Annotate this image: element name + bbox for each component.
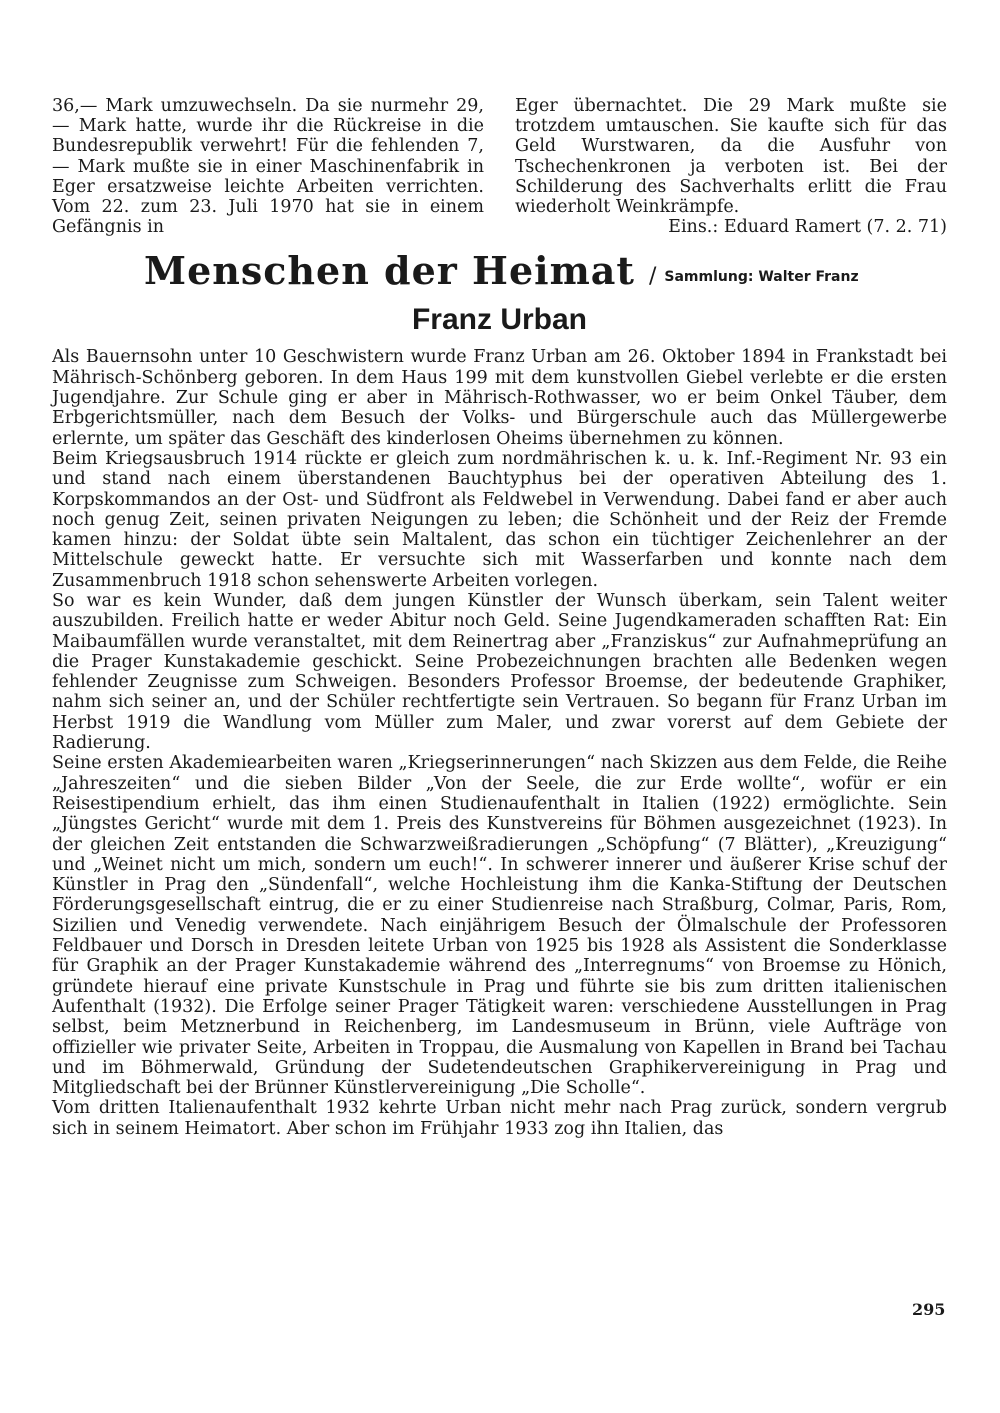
article-title: Franz Urban [411,303,588,337]
section-separator: / [648,264,657,290]
right-column [515,96,947,237]
page [52,96,947,1139]
page-number: 295 [912,1300,946,1319]
continued-article-columns [52,96,947,237]
left-column-text: 36,— Mark umzuwechseln. Da sie nurmehr 29,— Mark hatte, wurde ihr die Rückreise in die Bundesrepublik verwehrt! Für die fehlenden 7,— Mark mußte sie in einer Maschinenfabrik in Eger ersatzweise leichte Arbeiten verrichten. Vom 22. zum 23. Juli 1970 hat sie in einem Gefängnis in [52,96,484,238]
article-paragraph: Beim Kriegsausbruch 1914 rückte er gleich zum nordmährischen k. u. k. Inf.-Regiment Nr. 93 ein und stand nach einem überstandenen Bauchtyphus bei der operativen Abteilung des 1. Korpskommandos an der Ost- und Südfront als Feldwebel in Verwendung. Dabei fand er aber auch noch genug Zeit, seinen privaten Neigungen zu leben; die Schönheit und der Reiz der Fremde kamen hinzu: der Soldat übte sein Maltalent, das schon ein tüchtiger Zeichenlehrer an der Mittelschule geweckt hatte. Er versuchte sich mit Wasserfarben und konnte nach dem Zusammenbruch 1918 schon sehenswerte Arbeiten vorlegen. [52,448,947,591]
article-paragraph: Vom dritten Italienaufenthalt 1932 kehrte Urban nicht mehr nach Prag zurück, sondern vergrub sich in seinem Heimatort. Aber schon im Frühjahr 1933 zog ihn Italien, das [52,1098,947,1139]
section-title: Menschen der Heimat [144,248,635,294]
article-paragraph: Seine ersten Akademiearbeiten waren „Kriegserinnerungen“ nach Skizzen aus dem Felde, die Reihe „Jahreszeiten“ und die sieben Bilder „Von der Seele, die zur Erde wollte“, wofür er ein Reisestipendium erhielt, das ihm einen Studienaufenthalt in Italien (1922) ermöglichte. Sein „Jüngstes Gericht“ wurde mit dem 1. Preis des Kunstvereins für Böhmen ausgezeichnet (1923). In der gleichen Zeit entstanden die Schwarzweißradierungen „Schöpfung“ (7 Blätter), „Kreuzigung“ und „Weinet nicht um mich, sondern um euch!“. In schwerer innerer und äußerer Krise schuf der Künstler in Prag den „Sündenfall“, welche Hochleistung ihm die Kanka-Stiftung der Deutschen Förderungsgesellschaft eintrug, die er zu einer Studienreise nach Straßburg, Colmar, Paris, Rom, Sizilien und Venedig verwendete. Nach einjährigem Besuch der Ölmalschule der Professoren Feldbauer und Dorsch in Dresden leitete Urban von 1925 bis 1928 als Assistent die Sonderklasse für Graphik an der Prager Kunstakademie während des „Interregnums“ von Broemse zu Hönich, gründete hierauf eine private Kunstschule in Prag und führte sie bis zum dritten italienischen Aufenthalt (1932). Die Erfolge seiner Prager Tätigkeit waren: verschiedene Ausstellungen in Prag selbst, beim Metznerbund in Reichenberg, im Landesmuseum in Brünn, viele Aufträge von offizieller wie privater Seite, Arbeiten in Troppau, die Ausmalung von Kapellen in Brand bei Tachau und im Böhmerwald, Gründung der Sudetendeutschen Graphikervereinigung in Prag und Mitgliedschaft bei der Brünner Künstlervereinigung „Die Scholle“. [52,753,947,1099]
collection-credit: Sammlung: Walter Franz [664,269,859,286]
right-column-text: Eger übernachtet. Die 29 Mark mußte sie trotzdem umtauschen. Sie kaufte sich für das Geld Wurstwaren, da die Ausfuhr von Tschechenkronen ja verboten ist. Bei der Schilderung des Sachverhalts erlitt die Frau wiederholt Weinkrämpfe. [515,96,947,218]
article-paragraph: Als Bauernsohn unter 10 Geschwistern wurde Franz Urban am 26. Oktober 1894 in Frankstadt bei Mährisch-Schönberg geboren. In dem Haus 199 mit dem kunstvollen Giebel verlebte er die ersten Jugendjahre. Zur Schule ging er aber in Mährisch-Rothwasser, wo er beim Onkel Täuber, dem Erbgerichtsmüller, nach dem Besuch der Volks- und Bürgerschule auch das Müllergewerbe erlernte, um später das Geschäft des kinderlosen Oheims übernehmen zu können. [52,347,947,449]
section-heading [52,248,947,294]
article-body [52,347,947,1139]
article-paragraph: So war es kein Wunder, daß dem jungen Künstler der Wunsch überkam, sein Talent weiter auszubilden. Freilich hatte er weder Abitur noch Geld. Seine Jugendkameraden schafften Rat: Ein Maibaumfällen wurde veranstaltet, mit dem Reinertrag aber „Franziskus“ zur Aufnahmeprüfung an die Prager Kunstakademie geschickt. Seine Probezeichnungen brachten alle Bedenken wegen fehlender Zeugnisse zum Schweigen. Besonders Professor Broemse, der bedeutende Graphiker, nahm sich seiner an, und der Schüler rechtfertigte sein Vertrauen. So begann für Franz Urban im Herbst 1919 die Wandlung vom Müller zum Maler, und zwar vorerst auf dem Gebiete der Radierung. [52,590,947,754]
author-signature: Eins.: Eduard Ramert (7. 2. 71) [668,217,947,238]
